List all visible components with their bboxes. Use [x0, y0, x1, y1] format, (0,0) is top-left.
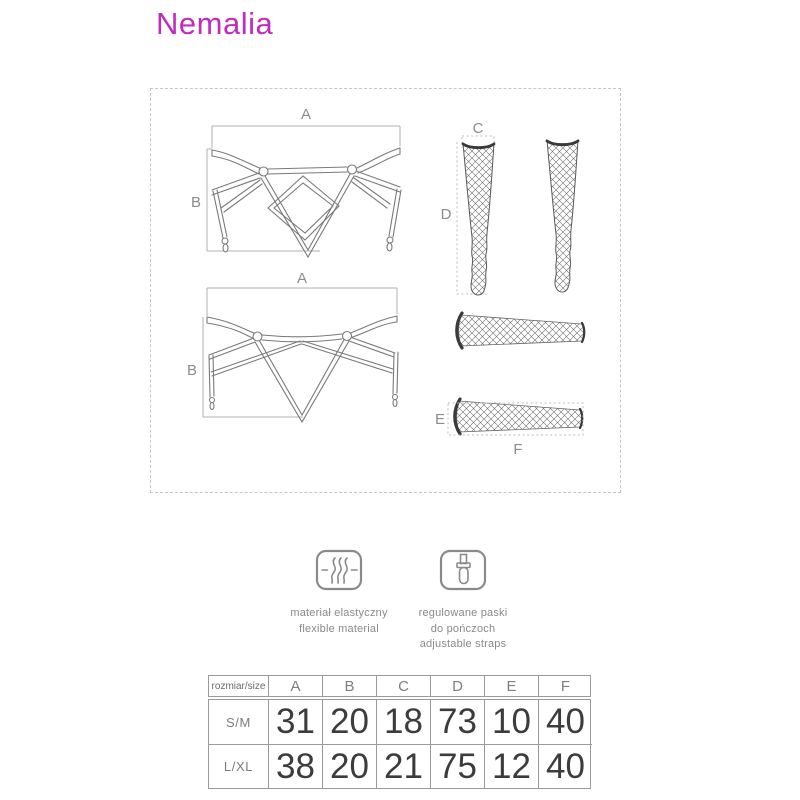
measure-header-a: A [268, 676, 322, 696]
feature-caption-line: flexible material [299, 622, 379, 635]
left-ring-back [253, 332, 262, 341]
dim-label-d: D [440, 206, 452, 223]
value-cell: 18 [376, 700, 430, 744]
value-cell: 21 [376, 744, 430, 788]
fishnet-stocking [463, 143, 494, 295]
size-table-header-row [208, 675, 591, 697]
dim-label-front-a: A [300, 106, 312, 123]
value-cell: 20 [322, 744, 376, 788]
waistband-front [212, 148, 400, 174]
feature-caption-line: adjustable straps [419, 638, 507, 650]
dim-label-e: E [434, 411, 446, 428]
value-cell: 20 [322, 700, 376, 744]
feature-caption-line: do pończoch [430, 622, 496, 635]
dim-label-f: F [513, 441, 523, 458]
adjustable-strap-icon [439, 549, 487, 591]
stockings-drawing [441, 120, 578, 295]
measure-header-b: B [322, 676, 376, 696]
left-garter-strap-back [209, 355, 215, 410]
right-ring-front [348, 165, 357, 174]
dim-label-c: C [472, 120, 484, 137]
page-title: Nemalia [156, 6, 274, 41]
measure-header-c: C [376, 676, 430, 696]
dim-label-back-a: A [296, 270, 308, 287]
size-table [208, 675, 591, 789]
elastic-material-icon [315, 549, 363, 591]
table-row-sm [209, 700, 590, 744]
size-name-cell: L/XL [209, 744, 268, 788]
back-cross-straps [211, 341, 393, 376]
measure-header-e: E [484, 676, 538, 696]
dim-label-front-b: B [190, 194, 202, 211]
feature-caption-line: regulowane paski [418, 607, 508, 619]
left-ring-front [259, 167, 268, 176]
right-ring-back [343, 332, 352, 341]
right-garter-strap-back [393, 352, 399, 407]
technical-diagram [150, 88, 623, 495]
garter-belt-front-view [191, 106, 401, 257]
right-garter-straps-front [352, 171, 401, 251]
feature-elastic-material [269, 549, 409, 637]
size-table-body [208, 699, 591, 789]
table-row-lxl [209, 744, 590, 788]
size-column-header: rozmiar/size [211, 680, 266, 692]
dim-label-back-b: B [186, 362, 198, 379]
left-garter-straps-front [212, 173, 262, 252]
value-cell: 40 [538, 744, 592, 788]
size-name-cell: S/M [226, 714, 251, 730]
leg-band-drawing [435, 313, 584, 458]
measure-header-d: D [430, 676, 484, 696]
value-cell: 75 [430, 744, 484, 788]
fishnet-leg-band [457, 313, 585, 348]
garter-belt-back-view [187, 270, 398, 422]
value-cell: 10 [484, 700, 538, 744]
measure-header-f: F [538, 676, 592, 696]
value-cell: 40 [538, 700, 592, 744]
feature-caption-line: materiał elastyczny [290, 607, 388, 619]
value-cell: 73 [430, 700, 484, 744]
waistband-back [207, 316, 397, 342]
feature-adjustable-straps [393, 549, 533, 653]
value-cell: 12 [484, 744, 538, 788]
value-cell: 38 [268, 744, 322, 788]
value-cell: 31 [268, 700, 322, 744]
